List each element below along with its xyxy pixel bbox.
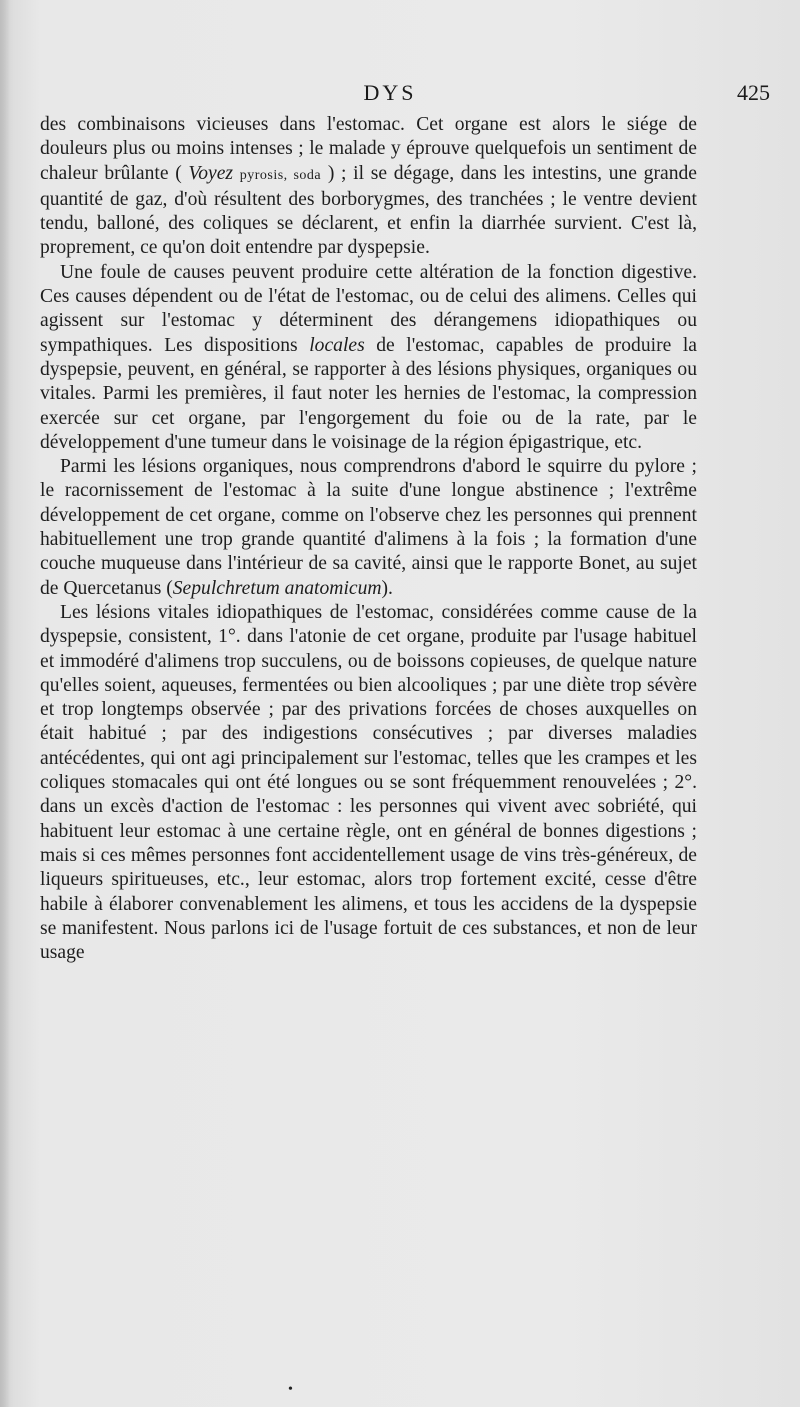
running-head: DYS [363, 80, 417, 105]
page-edge-shadow [0, 0, 10, 1407]
page-number: 425 [737, 80, 770, 105]
body-text [40, 113, 697, 965]
paragraph-4-text: Les lésions vitales idiopathiques de l'estomac, considérées comme cause de la dyspepsie, consistent, 1°. dans l'atonie de cet organe, produite par l'usage habituel et immodéré d'alimens trop succulens, ou de boissons copieuses, de quelque nature qu'elles soient, aqueuses, fermentées ou bien alcooliques ; par une diète trop sévère et trop longtemps observée ; par des privations forcées de choses auxquelles on était habitué ; par des indigestions consécutives ; par diverses maladies antécédentes, qui ont agi principalement sur l'estomac, telles que les crampes et les coliques stomacales qui ont été longues ou se sont fréquemment renouvelées ; 2°. dans un excès d'action de l'estomac : les personnes qui vivent avec sobriété, qui habituent leur estomac à une certaine règle, ont en général de bonnes digestions ; mais si ces mêmes personnes font accidentellement usage de vins très-généreux, de liqueurs spiritueuses, etc., leur estomac, alors trop fortement excité, cesse d'être habile à élaborer convenablement les alimens, et tous les accidens de la dyspepsie se manifestent. Nous parlons ici de l'usage fortuit de ces substances, et non de leur usage [40, 601, 697, 964]
paragraph-3-continued: ). [381, 577, 393, 599]
cross-references: pyrosis, soda [239, 167, 322, 183]
footer-mark: • [288, 1382, 293, 1397]
paragraph-2-text: Une foule de causes peuvent produire cette altération de la fonction digestive. Ces causes dépendent ou de l'état de l'estomac, ou de celui des alimens. Celles qui agissent sur l'estomac y déterminent des dérangemens idiopathiques ou sympathiques. Les dispositions [40, 261, 697, 356]
page-header [40, 80, 770, 110]
italic-sepulchretum: Sepulchretum anatomicum [172, 577, 382, 599]
paragraph-2 [40, 261, 697, 455]
paragraph-4 [40, 601, 697, 965]
voyez-reference: Voyez [188, 162, 234, 184]
paragraph-1 [40, 113, 697, 261]
paragraph-2-continued: de l'estomac, capables de produire la dyspepsie, peuvent, en général, se rapporter à des lésions physiques, organiques ou vitales. Parmi les premières, il faut noter les hernies de l'estomac, la compression exercée sur cet organe, par l'engorgement du foie ou de la rate, par le développement d'une tumeur dans le voisinage de la région épigastrique, etc. [40, 334, 697, 453]
paragraph-3 [40, 455, 697, 601]
paragraph-1-text: des combinaisons vicieuses dans l'estomac. Cet organe est alors le siége de douleurs plus ou moins intenses ; le malade y éprouve quelquefois un sentiment de chaleur brûlante ( [40, 114, 697, 184]
paragraph-1-continued: ) ; il se dégage, dans les intestins, une grande quantité de gaz, d'où résultent des borborygmes, des tranchées ; le ventre devient tendu, balloné, des coliques se déclarent, et enfin la diarrhée survient. C'est là, proprement, ce qu'on doit entendre par dyspepsie. [40, 162, 697, 259]
paragraph-3-text: Parmi les lésions organiques, nous comprendrons d'abord le squirre du pylore ; le racornissement de l'estomac à la suite d'une longue abstinence ; l'extrême développement de cet organe, comme on l'observe chez les personnes qui prennent habituellement une trop grande quantité d'alimens à la fois ; la formation d'une couche muqueuse dans l'intérieur de sa cavité, ainsi que le rapporte Bonet, au sujet de Quercetanus ( [40, 456, 697, 599]
italic-locales: locales [309, 334, 365, 356]
